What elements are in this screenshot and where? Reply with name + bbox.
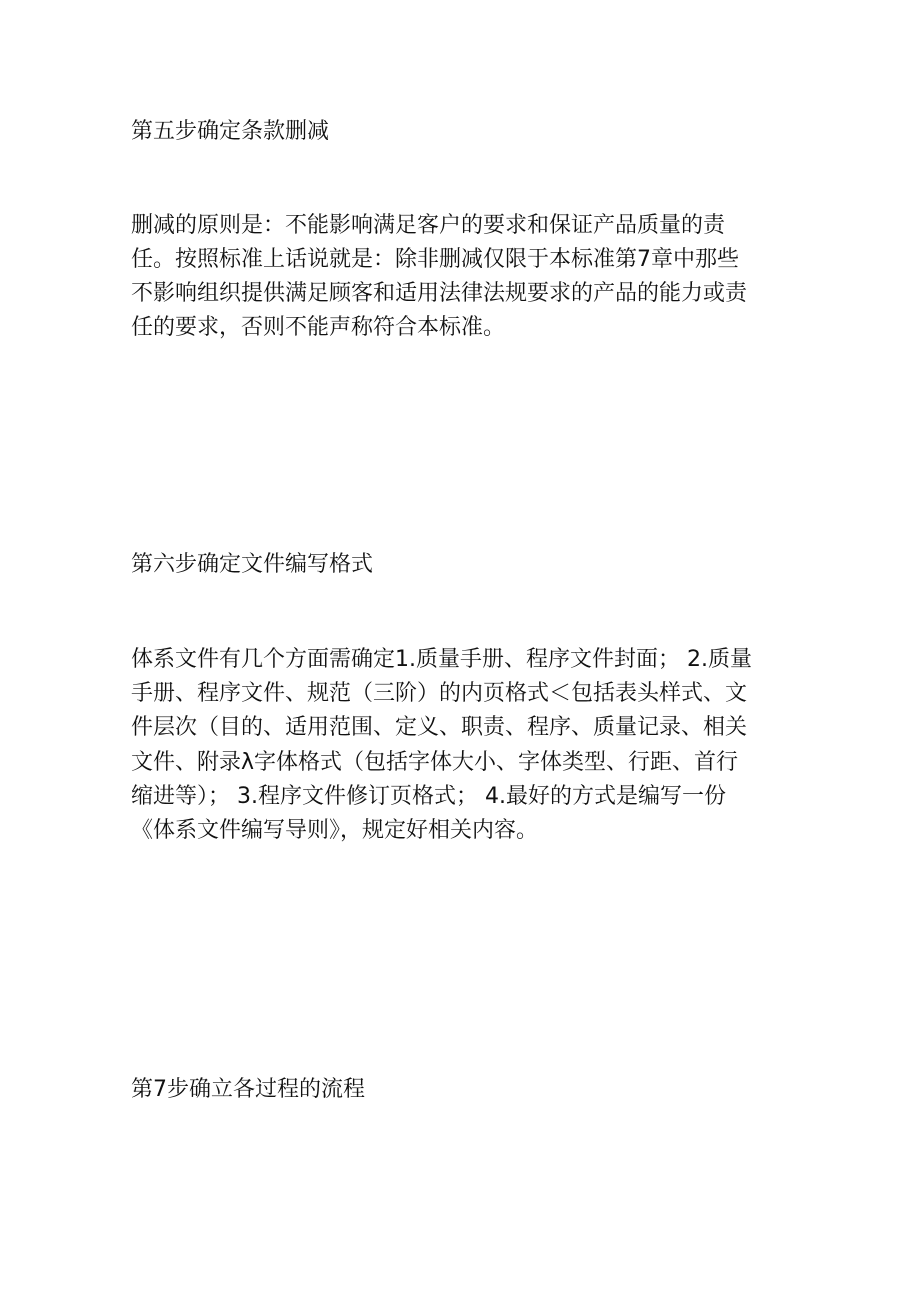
section-5-heading: 第五步确定条款删减 — [131, 119, 330, 144]
paragraph-line: 任。按照标准上话说就是：除非删减仅限于本标准第7章中那些 — [131, 247, 739, 272]
section-6-paragraph — [131, 643, 791, 848]
paragraph-line: 缩进等）； 3.程序文件修订页格式； 4.最好的方式是编写一份 — [131, 783, 726, 809]
section-7-heading: 第7步确立各过程的流程 — [131, 1077, 365, 1102]
paragraph-line: 任的要求，否则不能声称符合本标准。 — [131, 315, 506, 340]
paragraph-line: 删减的原则是：不能影响满足客户的要求和保证产品质量的责 — [131, 213, 726, 238]
section-5-paragraph — [131, 209, 791, 345]
paragraph-line: 体系文件有几个方面需确定1.质量手册、程序文件封面； 2.质量 — [131, 647, 752, 672]
paragraph-line: 不影响组织提供满足顾客和适用法律法规要求的产品的能力或责 — [131, 281, 748, 306]
paragraph-line: 手册、程序文件、规范（三阶）的内页格式＜包括表头样式、文 — [131, 681, 748, 707]
paragraph-line: 件层次（目的、适用范围、定义、职责、程序、质量记录、相关 — [131, 715, 748, 741]
section-6-heading: 第六步确定文件编写格式 — [131, 552, 374, 577]
paragraph-line: 文件、附录λ字体格式（包括字体大小、字体类型、行距、首行 — [131, 749, 739, 775]
paragraph-line: 《体系文件编写导则》，规定好相关内容。 — [131, 817, 539, 843]
